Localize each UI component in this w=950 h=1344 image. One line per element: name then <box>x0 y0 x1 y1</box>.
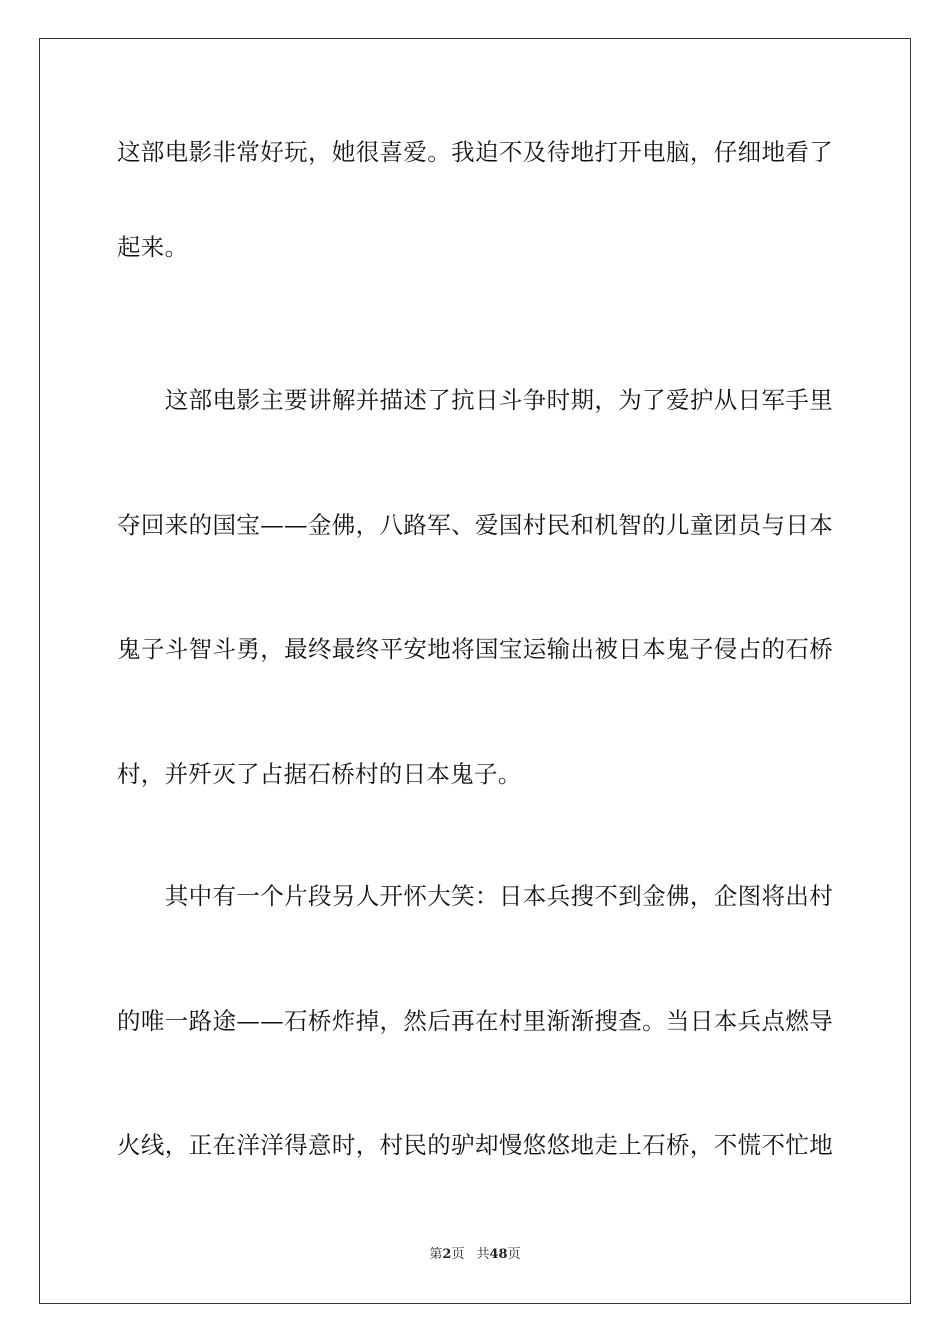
text-line-8: 的唯一路途——石桥炸掉，然后再在村里渐渐搜查。当日本兵点燃导 <box>117 1007 833 1035</box>
total-suffix: 页 <box>507 1247 521 1262</box>
page-total: 48 <box>489 1247 508 1262</box>
text-line-6: 村，并歼灭了占据石桥村的日本鬼子。 <box>117 760 522 788</box>
text-line-9: 火线，正在洋洋得意时，村民的驴却慢悠悠地走上石桥，不慌不忙地 <box>117 1131 833 1159</box>
text-line-3: 这部电影主要讲解并描述了抗日斗争时期，为了爱护从日军手里 <box>117 386 833 414</box>
text-line-1: 这部电影非常好玩，她很喜爱。我迫不及待地打开电脑，仔细地看了 <box>117 138 833 166</box>
total-prefix: 共 <box>476 1247 490 1262</box>
text-line-7: 其中有一个片段另人开怀大笑：日本兵搜不到金佛，企图将出村 <box>117 882 833 910</box>
page-border <box>39 38 911 1304</box>
page-current: 2 <box>442 1247 452 1262</box>
text-line-4: 夺回来的国宝——金佛，八路军、爱国村民和机智的儿童团员与日本 <box>117 511 833 539</box>
page-prefix: 第 <box>429 1247 443 1262</box>
text-line-2: 起来。 <box>117 233 189 261</box>
page-suffix: 页 <box>451 1247 465 1262</box>
text-line-5: 鬼子斗智斗勇，最终最终平安地将国宝运输出被日本鬼子侵占的石桥 <box>117 635 833 663</box>
page-footer <box>0 1246 950 1264</box>
